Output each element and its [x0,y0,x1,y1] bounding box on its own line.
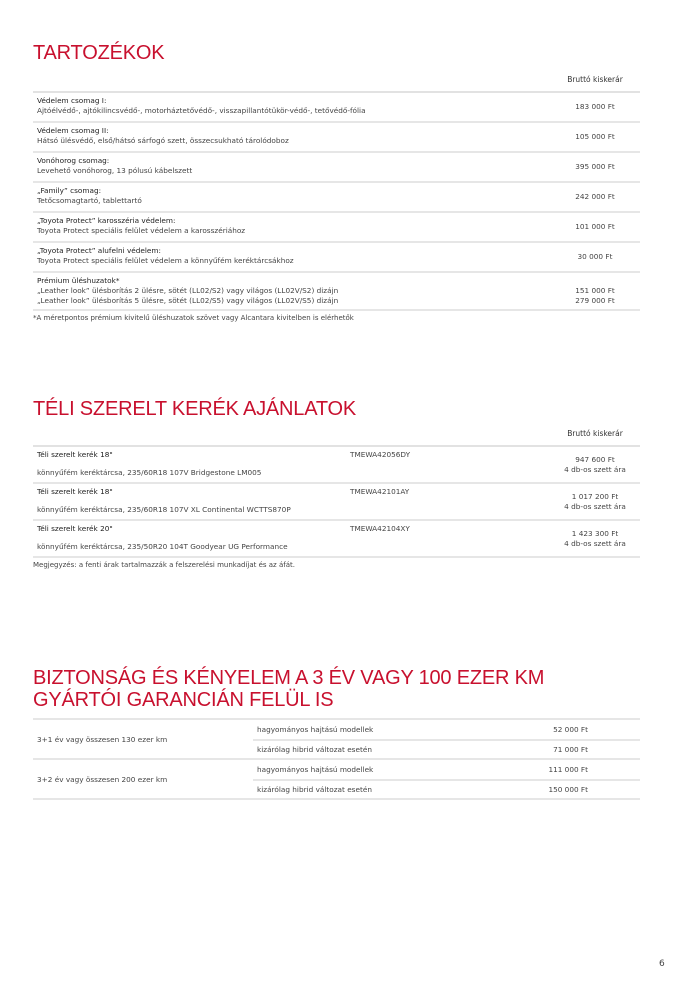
wheel-desc: könnyűfém keréktárcsa, 235/50R20 104T Goodyear UG Performance [37,542,288,551]
item-desc: Tetőcsomagtartó, tablettartó [37,196,142,205]
wheel-code: TMEWA42056DY [350,450,411,459]
warranty-option [253,760,640,779]
item-price: 151 000 Ft [575,286,615,295]
item-name: „Toyota Protect” alufelni védelem: [37,246,161,255]
item-price: 105 000 Ft [575,132,615,141]
table-row [33,521,640,558]
item-desc: „Leather look” ülésborítás 2 ülésre, sötét (LL02/S2) vagy világos (LL02V/S2) dizájn [37,286,339,295]
option-desc: hagyományos hajtású modellek [257,765,374,774]
option-price: 150 000 Ft [548,785,588,794]
warranty-option [253,720,640,739]
option-desc: kizárólag hibrid változat esetén [257,745,372,754]
warranty-label: 3+2 év vagy összesen 200 ezer km [37,774,168,784]
table-row [33,447,640,484]
wheel-desc: könnyűfém keréktárcsa, 235/60R18 107V XL Continental WCTTS870P [37,505,291,514]
item-name: Védelem csomag II: [37,126,109,135]
accessories-title: TARTOZÉKOK [33,42,165,64]
table-header [33,429,640,447]
table-row [33,153,640,183]
warranty-label: 3+1 év vagy összesen 130 ezer km [37,734,168,744]
wheel-price: 947 600 Ft [575,454,615,464]
warranty-option [253,739,640,758]
table-row [33,484,640,521]
wheel-desc: könnyűfém keréktárcsa, 235/60R18 107V Bridgestone LM005 [37,468,262,477]
option-desc: hagyományos hajtású modellek [257,725,374,734]
option-price: 71 000 Ft [553,745,588,754]
table-row-premium [33,273,640,311]
item-price: 183 000 Ft [575,102,615,111]
price-header: Bruttó kiskerár [567,429,623,438]
item-name: „Toyota Protect” karosszéria védelem: [37,216,176,225]
price-header: Bruttó kiskerár [567,75,623,84]
item-name: Vonóhorog csomag: [37,156,110,165]
table-row [33,183,640,213]
item-desc: „Leather look” ülésborítás 5 ülésre, sötét (LL02/S5) vagy világos (LL02V/S5) dizájn [37,296,339,305]
option-price: 52 000 Ft [553,725,588,734]
option-price: 111 000 Ft [548,765,588,774]
wheel-unit: 4 db-os szett ára [564,538,626,548]
wheel-code: TMEWA42104XY [350,524,410,533]
wheels-note: Megjegyzés: a fenti árak tartalmazzák a felszerelési munkadíjat és az áfát. [33,561,295,569]
table-row [33,243,640,273]
footnote: *A méretpontos prémium kivitelű üléshuzatok szövet vagy Alcantara kivitelben is elérhetők [33,314,354,322]
wheel-price: 1 423 300 Ft [571,528,619,538]
wheel-price: 1 017 200 Ft [571,491,619,501]
table-row [33,123,640,153]
item-desc: Hátsó ülésvédő, első/hátsó sárfogó szett, összecsukható tárolódoboz [37,136,289,145]
warranty-title-line: GYÁRTÓI GARANCIÁN FELÜL IS [33,689,334,711]
item-name: Védelem csomag I: [37,96,107,105]
wheel-unit: 4 db-os szett ára [564,464,626,474]
warranty-title [33,667,544,711]
item-desc: Toyota Protect speciális felület védelem a karosszériához [37,226,246,235]
item-price: 395 000 Ft [575,162,615,171]
warranty-title-line: BIZTONSÁG ÉS KÉNYELEM A 3 ÉV VAGY 100 EZER KM [33,667,545,689]
page-number: 6 [659,959,665,969]
item-price: 279 000 Ft [575,296,615,305]
table-row [33,93,640,123]
wheel-name: Téli szerelt kerék 18" [37,450,113,459]
item-desc: Ajtóélvédő-, ajtókilincsvédő-, motorháztetővédő-, visszapillantótükör-védő-, tetővédő-fólia [37,106,366,115]
warranty-option [253,779,640,798]
table-row [33,213,640,243]
warranty-group [33,720,640,760]
warranty-table [33,718,640,800]
wheels-table [33,429,640,569]
accessories-table [33,75,640,322]
wheel-name: Téli szerelt kerék 18" [37,487,113,496]
table-header [33,75,640,93]
warranty-group [33,760,640,800]
item-name: Prémium üléshuzatok* [37,276,120,285]
item-name: „Family” csomag: [37,186,102,195]
item-desc: Levehető vonóhorog, 13 pólusú kábelszett [37,166,193,175]
item-price: 242 000 Ft [575,192,615,201]
option-desc: kizárólag hibrid változat esetén [257,785,372,794]
item-price: 101 000 Ft [575,222,615,231]
wheel-code: TMEWA42101AY [350,487,410,496]
wheel-unit: 4 db-os szett ára [564,501,626,511]
item-price: 30 000 Ft [577,252,613,261]
item-desc: Toyota Protect speciális felület védelem a könnyűfém keréktárcsákhoz [37,256,294,265]
wheel-name: Téli szerelt kerék 20" [37,524,113,533]
wheels-title: TÉLI SZERELT KERÉK AJÁNLATOK [33,398,357,420]
